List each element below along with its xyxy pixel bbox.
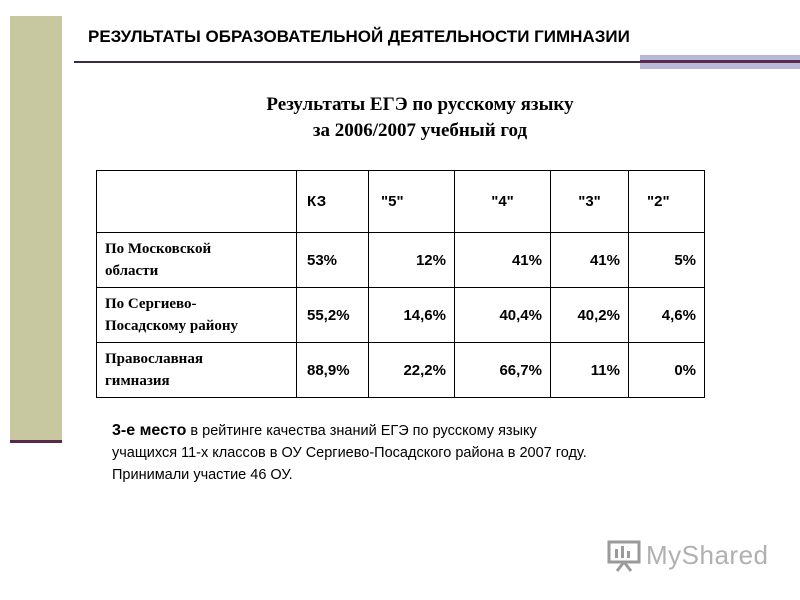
presentation-board-icon (606, 537, 642, 573)
value-cell: 0% (629, 343, 705, 398)
table-row (97, 288, 705, 343)
value-cell: 22,2% (369, 343, 455, 398)
value-cell: 40,4% (455, 288, 551, 343)
slide-title (200, 92, 640, 144)
value-cell: 14,6% (369, 288, 455, 343)
value-cell: 5% (629, 233, 705, 288)
header-title: РЕЗУЛЬТАТЫ ОБРАЗОВАТЕЛЬНОЙ ДЕЯТЕЛЬНОСТИ ГИМНАЗИИ (88, 27, 630, 46)
row-name-cell (97, 288, 297, 343)
row-name-cell (97, 233, 297, 288)
header-cell-4: "4" (455, 171, 551, 233)
row-name-cell (97, 343, 297, 398)
left-decor-line (10, 440, 62, 443)
value-cell: 53% (297, 233, 369, 288)
value-cell: 66,7% (455, 343, 551, 398)
value-cell: 55,2% (297, 288, 369, 343)
header-cell-kz: КЗ (297, 171, 369, 233)
value-cell: 88,9% (297, 343, 369, 398)
header-cell-3: "3" (551, 171, 629, 233)
row-name-line2: области (105, 263, 159, 279)
value-cell: 11% (551, 343, 629, 398)
value-cell: 41% (551, 233, 629, 288)
value-cell: 40,2% (551, 288, 629, 343)
slide-title-line2: за 2006/2007 учебный год (312, 120, 528, 141)
header-cell-2: "2" (629, 171, 705, 233)
row-name-line1: Православная (105, 351, 203, 367)
value-cell: 41% (455, 233, 551, 288)
note-line2: учащихся 11-х классов в ОУ Сергиево-Посадского района в 2007 году. (112, 445, 587, 461)
ranking-note (112, 420, 752, 486)
header-cell-5: "5" (369, 171, 455, 233)
table-row (97, 343, 705, 398)
table-row (97, 233, 705, 288)
left-decor-bar (10, 16, 62, 442)
row-name-line2: Посадскому району (105, 318, 239, 334)
results-table (96, 170, 705, 398)
ranking-place: 3-е место (112, 422, 187, 439)
row-name-line1: По Сергиево- (105, 296, 197, 312)
watermark-text: MyShared (646, 539, 769, 570)
value-cell: 4,6% (629, 288, 705, 343)
watermark[interactable] (606, 535, 776, 575)
note-line3: Принимали участие 46 ОУ. (112, 467, 293, 483)
header-cell-name (97, 171, 297, 233)
row-name-line1: По Московской (105, 241, 212, 257)
value-cell: 12% (369, 233, 455, 288)
slide-title-line1: Результаты ЕГЭ по русскому языку (266, 94, 574, 115)
header-rule (74, 61, 640, 63)
note-line1: в рейтинге качества знаний ЕГЭ по русскому языку (186, 423, 537, 439)
table-header-row (97, 171, 705, 233)
row-name-line2: гимназия (105, 373, 170, 389)
right-decor-line (640, 60, 800, 63)
